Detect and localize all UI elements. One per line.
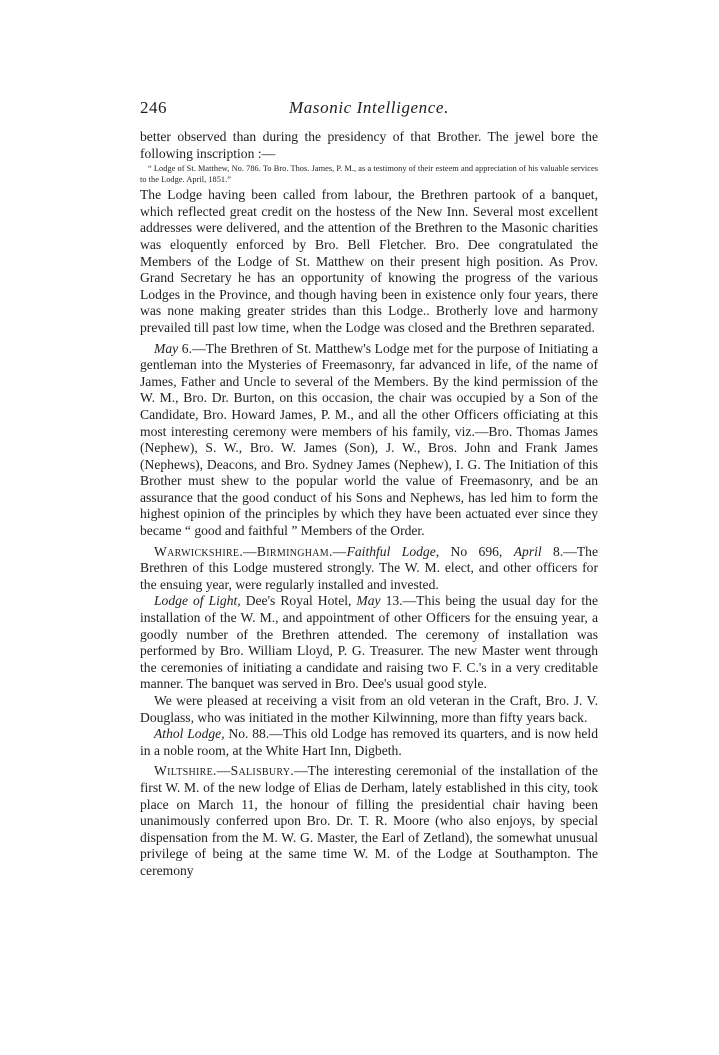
lodge-place: Dee's Royal Hotel, bbox=[240, 593, 357, 609]
paragraph-text: 13.—This being the usual day for the installation of the W. M., and appointment of other Officers for the ensuing year, a goodly number of the Brethren attended. The ceremony of installation was performed by Bro. William Lloyd, P. G. Treasurer. The new Master went through the ceremonies of initiating a candidate and raising two F. C.'s in a very creditable manner. The banquet was served in Bro. Dee's usual good style. bbox=[140, 593, 598, 692]
date-lead: April bbox=[513, 543, 542, 559]
paragraph-athol-lodge bbox=[140, 726, 598, 759]
lodge-number: No 696, bbox=[439, 543, 514, 559]
inscription-text: “ Lodge of St. Matthew, No. 786. To Bro. Thos. James, P. M., as a testimony of their esteem and appreciation of his valuable services to the Lodge. April, 1851.” bbox=[140, 164, 598, 185]
page-number: 246 bbox=[140, 98, 167, 117]
county-heading: Warwickshire.—Birmingham.— bbox=[154, 543, 347, 559]
paragraph-text: No. 88.—This old Lodge has removed its quarters, and is now held in a noble room, at the White Hart Inn, Digbeth. bbox=[140, 726, 599, 758]
paragraph-warwickshire bbox=[140, 544, 598, 594]
paragraph-text: better observed than during the presidency of that Brother. The jewel bore the following inscription :— bbox=[140, 129, 598, 161]
paragraph-wiltshire bbox=[140, 763, 598, 879]
county-heading: Wiltshire.—Salisbury. bbox=[154, 763, 295, 779]
lodge-name: Lodge of Light, bbox=[154, 593, 241, 609]
date-lead: May bbox=[356, 593, 381, 609]
paragraph-may-6 bbox=[140, 341, 598, 540]
inscription-quote bbox=[140, 163, 598, 185]
date-lead: May bbox=[154, 340, 179, 356]
running-head: Masonic Intelligence. bbox=[289, 98, 449, 117]
paragraph-jewel-inscription-intro bbox=[140, 129, 598, 162]
paragraph-veteran-visit bbox=[140, 693, 598, 726]
paragraph-lodge-of-light bbox=[140, 593, 598, 693]
paragraph-text: —The interesting ceremonial of the installation of the first W. M. of the new lodge of Elias de Derham, lately established in this city, took place on March 11, the honour of filling the presidential chair having been unanimously conferred upon Bro. Dr. T. R. Moore (who also enjoys, by special dispensation from the M. W. G. Master, the Earl of Zetland), the somewhat unusual privilege of being at the same time W. M. of the Lodge at Southampton. The ceremony bbox=[140, 763, 598, 878]
paragraph-banquet bbox=[140, 187, 598, 336]
paragraph-text: 8.—The Brethren of this Lodge mustered strongly. The W. M. elect, and other officers for the ensuing year, were regularly installed and invested. bbox=[140, 543, 598, 592]
paragraph-text: 6.—The Brethren of St. Matthew's Lodge met for the purpose of Initiating a gentleman into the Mysteries of Freemasonry, far advanced in life, of the name of James, Father and Uncle to several of the Members. By the kind permission of the W. M., Bro. Dr. Burton, on this occasion, the chair was occupied by a Son of the Candidate, Bro. Howard James, P. M., and all the other Officers officiating at this most interesting ceremony were members of his family, viz.—Bro. Thomas James (Nephew), S. W., Bro. W. James (Son), J. W., Bros. John and Frank James (Nephews), Deacons, and Bro. Sydney James (Nephew), I. G. The Initiation of this Brother must shew to the popular world the value of Freemasonry, and be an assurance that the good conduct of his Sons and Nephews, has led him to form the highest opinion of the principles by which they have been actuated ever since they became “ good and faithful ” Members of the Order. bbox=[140, 340, 598, 539]
lodge-name: Faithful Lodge, bbox=[346, 543, 440, 559]
paragraph-text: The Lodge having been called from labour, the Brethren partook of a banquet, which reflected great credit on the hostess of the New Inn. Several most excellent addresses were delivered, and the attention of the Brethren to the Masonic charities was eloquently enforced by Bro. Bell Fletcher. Bro. Dee congratulated the Members of the Lodge of St. Matthew on their present high position. As Prov. Grand Secretary he has an opportunity of knowing the progress of the various Lodges in the Province, and though having been in existence only four years, there was none making greater strides than this Lodge.. Brotherly love and harmony prevailed till past low time, when the Lodge was closed and the Brethren separated. bbox=[140, 187, 598, 335]
paragraph-text: We were pleased at receiving a visit from an old veteran in the Craft, Bro. J. V. Douglass, who was initiated in the mother Kilwinning, more than fifty years back. bbox=[140, 693, 598, 725]
page-header bbox=[140, 98, 598, 126]
text-column bbox=[140, 129, 598, 880]
lodge-name: Athol Lodge, bbox=[154, 726, 225, 742]
